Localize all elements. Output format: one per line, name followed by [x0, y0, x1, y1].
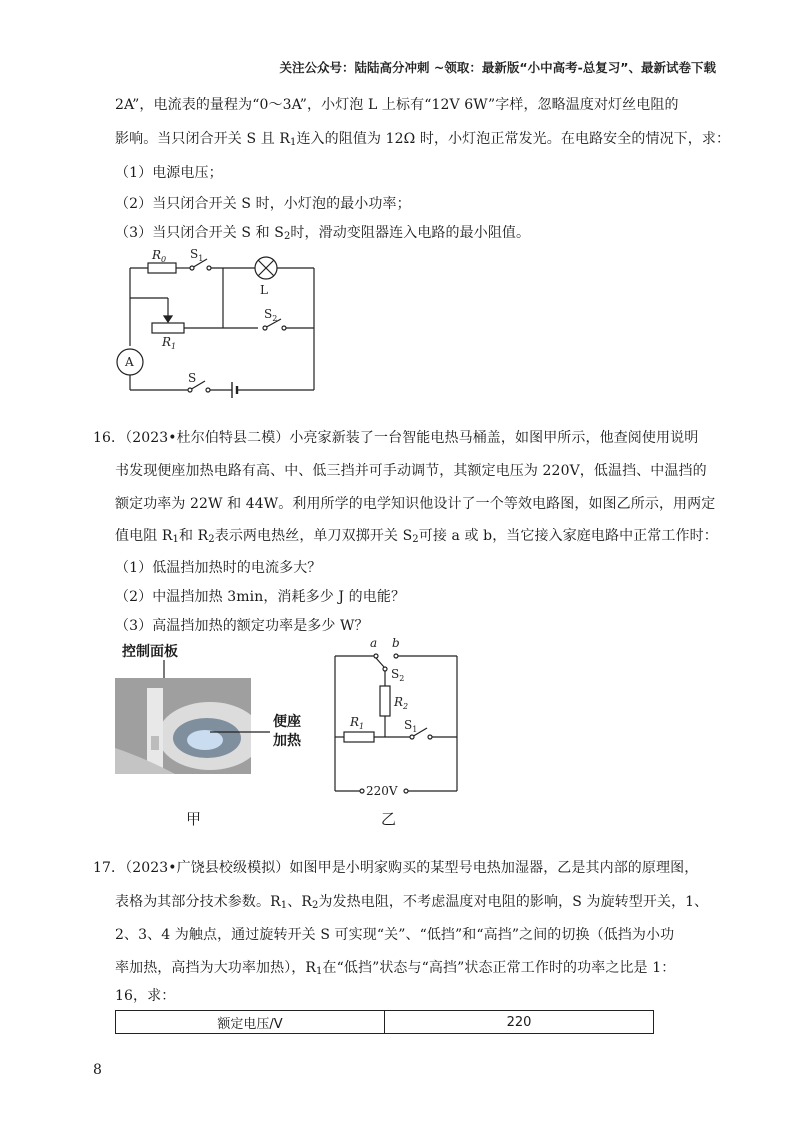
q16-circuit-diagram [330, 634, 470, 806]
label-a: a [370, 636, 378, 650]
spec-table [115, 1010, 654, 1034]
label-r1: $R_1$ [350, 715, 365, 731]
q16-sub-question-1: （1）低温挡加热时的电流多大？ [115, 560, 322, 576]
label-b: b [392, 636, 400, 650]
q17-text-line-3: 2、3、4 为触点，通过旋转开关 S 可实现“关”、“低挡”和“高挡”之间的切换（低挡为小功 [115, 927, 675, 943]
label-r1: $R_1$ [162, 335, 177, 351]
label-r2: $R_2$ [394, 695, 409, 711]
q16-sub-question-2: （2）中温挡加热 3min，消耗多少 J 的电能？ [115, 589, 406, 605]
q16-text-line-2: 书发现便座加热电路有高、中、低三挡并可手动调节，其额定电压为 220V，低温挡、中温挡的 [115, 463, 707, 479]
page-number: 8 [93, 1062, 102, 1078]
q16-text-line-4: 值电阻 $R_1$和 $R_2$表示两电热丝，单刀双掷开关 $S_2$可接 a 或 b，当它接入家庭电路中正常工作时： [115, 528, 718, 545]
leader-line-seat [210, 722, 270, 742]
caption-yi: 乙 [381, 810, 397, 828]
q17-text-line-2: 表格为其部分技术参数。$R_1$、$R_2$为发热电阻，不考虑温度对电阻的影响，S 为旋转型开关，1、 [115, 894, 709, 911]
q15-text-line-2: 影响。当只闭合开关 S 且 $R_1$连入的阻值为 12Ω 时，小灯泡正常发光。在电路安全的情况下，求： [115, 131, 731, 148]
q16-sub-question-3: （3）高温挡加热的额定功率是多少 W？ [115, 618, 369, 634]
label-220v: 220V [366, 784, 398, 798]
label-seat-heating: 便座 加热 [273, 714, 301, 749]
q16-text-line-1: 16．（2023•杜尔伯特县二模）小亮家新装了一台智能电热马桶盖，如图甲所示，他查阅使用说明 [93, 430, 699, 446]
label-l: L [260, 283, 268, 297]
q17-text-line-1: 17．（2023•广饶县校级模拟）如图甲是小明家购买的某型号电热加湿器，乙是其内部的原理图， [93, 860, 699, 876]
resistor-r2 [380, 686, 390, 716]
q17-text-line-4: 率加热，高挡为大功率加热），$R_1$在“低挡”状态与“高挡”状态正常工作时的功率之比是 1： [115, 960, 676, 977]
rheostat-r1 [152, 323, 184, 333]
caption-jia: 甲 [186, 810, 202, 828]
q15-sub-question-1: （1）电源电压； [115, 165, 223, 181]
label-s2: $S_2$ [391, 667, 405, 683]
q15-sub-question-2: （2）当只闭合开关 S 时，小灯泡的最小功率； [115, 196, 411, 212]
label-s2: $S_2$ [264, 307, 278, 323]
label-ammeter: A [125, 355, 134, 369]
resistor-r0 [148, 263, 176, 273]
q15-text-line-1: 2A”，电流表的量程为“0～3A”，小灯泡 L 上标有“12V 6W”字样，忽略温度对灯丝电阻的 [115, 97, 679, 113]
q15-sub-question-3: （3）当只闭合开关 S 和 $S_2$时，滑动变阻器连入电路的最小阻值。 [115, 225, 531, 242]
label-s: S [188, 371, 197, 385]
label-r0: $R_0$ [152, 248, 167, 264]
table-cell-label: 额定电压/V [116, 1011, 385, 1033]
q17-text-line-5: 16，求： [115, 988, 176, 1004]
resistor-r1 [344, 732, 374, 742]
q16-text-line-3: 额定功率为 22W 和 44W。利用所学的电学知识他设计了一个等效电路图，如图乙所示，用两定 [115, 496, 716, 512]
label-s1: $S_1$ [190, 247, 204, 263]
label-s1: $S_1$ [404, 718, 418, 734]
label-control-panel: 控制面板 [122, 644, 178, 660]
table-cell-value: 220 [506, 1014, 532, 1030]
page-header: 关注公众号：陆陆高分冲刺 ~领取：最新版“小中高考-总复习”、最新试卷下载 [279, 60, 716, 75]
q15-circuit-diagram [108, 246, 328, 406]
